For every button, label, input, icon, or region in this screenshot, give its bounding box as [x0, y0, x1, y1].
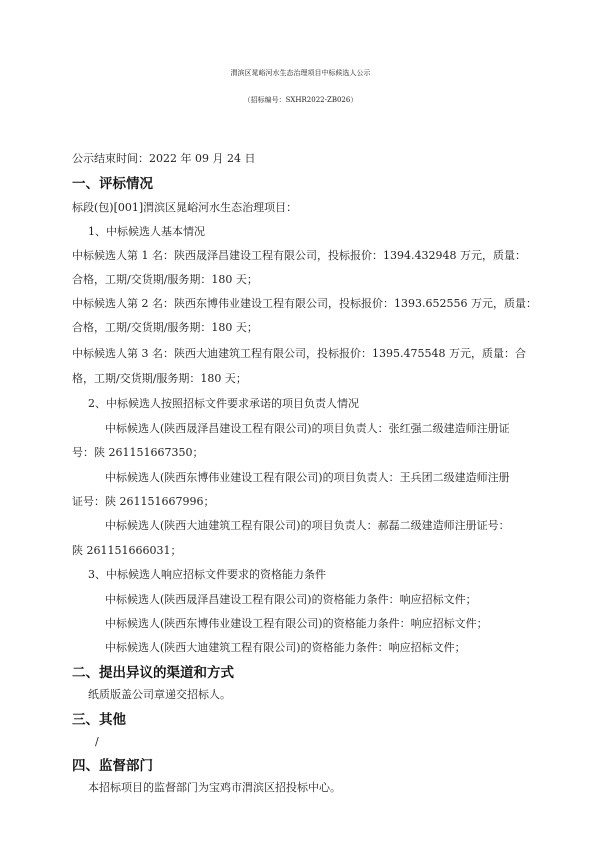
manager-1-line-1: 中标候选人(陕西晟泽昌建设工程有限公司)的项目负责人：张红强二级建造师注册证 [105, 422, 510, 435]
qualification-1: 中标候选人(陕西晟泽昌建设工程有限公司)的资格能力条件：响应招标文件； [105, 593, 477, 606]
subheading-3: 3、中标候选人响应招标文件要求的资格能力条件 [88, 568, 326, 581]
subheading-2: 2、中标候选人按照招标文件要求承诺的项目负责人情况 [88, 397, 359, 410]
candidate-3-line-1: 中标候选人第 3 名：陕西大迪建筑工程有限公司，投标报价：1395.475548 万元，质量：合 [72, 347, 526, 360]
other-text: / [95, 735, 99, 748]
candidate-2-line-2: 合格，工期/交货期/服务期：180 天； [72, 321, 258, 334]
document-title: 渭滨区晁峪河水生态治理项目中标候选人公示 [230, 69, 371, 77]
qualification-2: 中标候选人(陕西东博伟业建设工程有限公司)的资格能力条件：响应招标文件； [105, 617, 488, 630]
manager-1-line-2: 号：陕 261151667350； [72, 446, 204, 459]
objection-channel: 纸质版盖公司章递交招标人。 [88, 688, 231, 701]
section-heading-1: 一、评标情况 [72, 176, 153, 192]
tender-number: （招标编号：SXHR2022-ZB026） [243, 96, 358, 104]
end-time: 公示结束时间：2022 年 09 月 24 日 [72, 152, 256, 165]
section-heading-2: 二、提出异议的渠道和方式 [72, 665, 234, 681]
candidate-1-line-1: 中标候选人第 1 名：陕西晟泽昌建设工程有限公司，投标报价：1394.432948 万元，质量： [72, 249, 526, 262]
candidate-3-line-2: 格，工期/交货期/服务期：180 天； [72, 372, 247, 385]
section-line: 标段(包)[001]渭滨区晁峪河水生态治理项目： [72, 201, 298, 214]
manager-2-line-1: 中标候选人(陕西东博伟业建设工程有限公司)的项目负责人：王兵团二级建造师注册 [105, 471, 510, 484]
section-heading-4: 四、监督部门 [72, 758, 153, 774]
candidate-2-line-1: 中标候选人第 2 名：陕西东博伟业建设工程有限公司，投标报价：1393.652556 万元，质量： [72, 297, 537, 310]
subheading-1: 1、中标候选人基本情况 [88, 225, 205, 238]
qualification-3: 中标候选人(陕西大迪建筑工程有限公司)的资格能力条件：响应招标文件； [105, 641, 466, 654]
manager-2-line-2: 证号：陕 261151667996； [72, 495, 215, 508]
section-heading-3: 三、其他 [72, 712, 126, 728]
manager-3-line-1: 中标候选人(陕西大迪建筑工程有限公司)的项目负责人：郝磊二级建造师注册证号： [105, 519, 510, 532]
manager-3-line-2: 陕 261151666031； [72, 544, 182, 557]
candidate-1-line-2: 合格，工期/交货期/服务期：180 天； [72, 273, 258, 286]
supervision-text: 本招标项目的监督部门为宝鸡市渭滨区招投标中心。 [88, 781, 341, 794]
